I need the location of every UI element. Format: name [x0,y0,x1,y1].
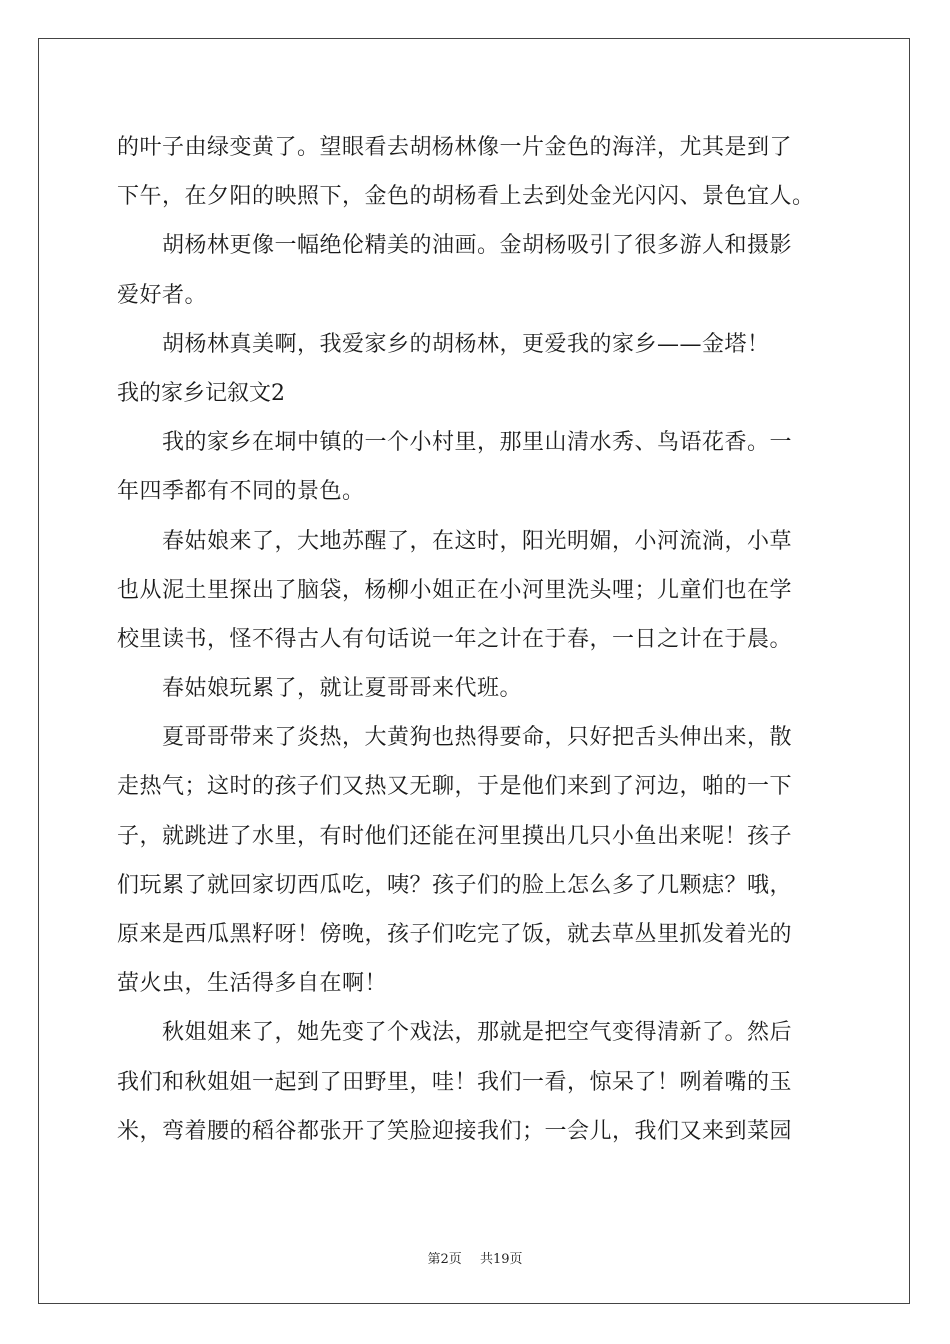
text-line: 也从泥土里探出了脑袋，杨柳小姐正在小河里洗头哩；儿童们也在学 [117,577,793,603]
paragraph-line: 胡杨林更像一幅绝伦精美的油画。金胡杨吸引了很多游人和摄影 [117,233,793,259]
text-line: 原来是西瓜黑籽呀！傍晚，孩子们吃完了饭，就去草丛里抓发着光的 [117,922,793,947]
paragraph-line: 秋姐姐来了，她先变了个戏法，那就是把空气变得清新了。然后 [117,1020,793,1046]
text-line: 校里读书，怪不得古人有句话说一年之计在于春，一日之计在于晨。 [117,626,793,652]
page-total: 共19页 [479,1252,523,1267]
paragraph-line: 夏哥哥带来了炎热，大黄狗也热得要命，只好把舌头伸出来，散 [117,725,793,751]
text-line: 们玩累了就回家切西瓜吃，咦？孩子们的脸上怎么多了几颗痣？哦， [117,872,793,898]
page-number: 第2页 [427,1252,462,1267]
page-footer [0,1248,950,1267]
paragraph-line: 春姑娘玩累了，就让夏哥哥来代班。 [117,676,523,702]
text-line: 萤火虫，生活得多自在啊！ [117,971,388,997]
paragraph-line: 我的家乡在垌中镇的一个小村里，那里山清水秀、鸟语花香。一 [117,430,793,456]
document-body [117,123,837,1156]
paragraph-line: 胡杨林真美啊，我爱家乡的胡杨林，更爱我的家乡——金塔！ [117,331,770,357]
text-line: 的叶子由绿变黄了。望眼看去胡杨林像一片金色的海洋，尤其是到了 [117,135,793,160]
text-line: 爱好者。 [117,282,208,308]
section-heading: 我的家乡记叙文2 [117,380,285,406]
text-line: 米，弯着腰的稻谷都张开了笑脸迎接我们；一会儿，我们又来到菜园 [117,1118,793,1144]
text-line: 子，就跳进了水里，有时他们还能在河里摸出几只小鱼出来呢！孩子 [117,823,793,849]
text-line: 下午，在夕阳的映照下，金色的胡杨看上去到处金光闪闪、景色宜人。 [117,184,815,210]
text-line: 走热气；这时的孩子们又热又无聊，于是他们来到了河边，啪的一下 [117,774,793,800]
text-line: 年四季都有不同的景色。 [117,479,365,505]
text-line: 我们和秋姐姐一起到了田野里，哇！我们一看，惊呆了！咧着嘴的玉 [117,1069,793,1095]
paragraph-line: 春姑娘来了，大地苏醒了，在这时，阳光明媚，小河流淌，小草 [117,528,793,554]
